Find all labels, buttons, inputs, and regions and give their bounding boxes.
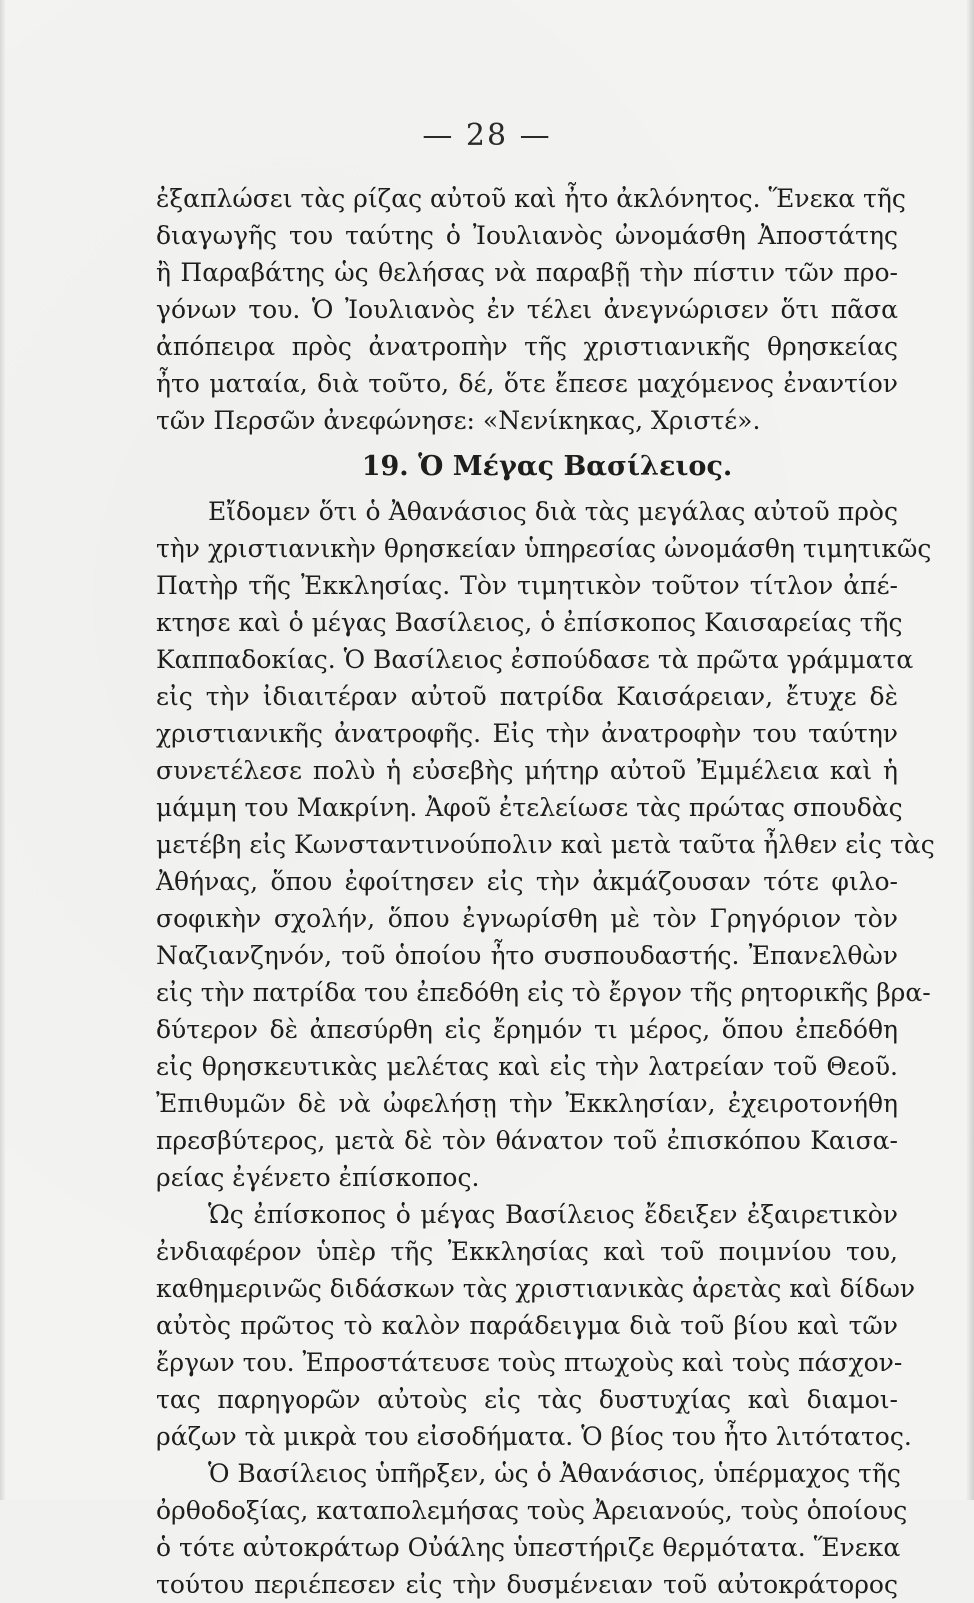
text-line: Ἀθήνας, ὅπου ἐφοίτησεν εἰς τὴν ἀκμάζουσαν τότε φιλο- bbox=[156, 867, 898, 896]
text-line: Ναζιανζηνόν, τοῦ ὁποίου ἦτο συσπουδαστής. Ἐπανελθὼν bbox=[156, 941, 898, 970]
text-line: πρεσβύτερος, μετὰ δὲ τὸν θάνατον τοῦ ἐπισκόπου Καισα- bbox=[156, 1126, 898, 1155]
paragraph bbox=[156, 1455, 908, 1603]
text-line: κτησε καὶ ὁ μέγας Βασίλειος, ὁ ἐπίσκοπος Καισαρείας τῆς bbox=[156, 608, 903, 637]
text-line: διαγωγῆς του ταύτης ὁ Ἰουλιανὸς ὠνομάσθη Ἀποστάτης bbox=[156, 221, 898, 250]
paragraph bbox=[156, 180, 906, 439]
text-line: σοφικὴν σχολήν, ὅπου ἐγνωρίσθη μὲ τὸν Γρηγόριον τὸν bbox=[156, 904, 898, 933]
text-line: ἢ Παραβάτης ὡς θελήσας νὰ παραβῇ τὴν πίστιν τῶν προ- bbox=[156, 258, 898, 287]
text-line: Εἴδομεν ὅτι ὁ Ἀθανάσιος διὰ τὰς μεγάλας αὐτοῦ πρὸς bbox=[208, 497, 898, 526]
text-line: ἐξαπλώσει τὰς ρίζας αὐτοῦ καὶ ἦτο ἀκλόνητος. Ἕνεκα τῆς bbox=[156, 184, 906, 213]
text-line: εἰς τὴν πατρίδα του ἐπεδόθη εἰς τὸ ἔργον τῆς ρητορικῆς βρα- bbox=[156, 978, 931, 1007]
text-line: μάμμη του Μακρίνη. Ἀφοῦ ἐτελείωσε τὰς πρώτας σπουδὰς bbox=[156, 793, 903, 822]
text-line: καθημερινῶς διδάσκων τὰς χριστιανικὰς ἀρετὰς καὶ δίδων bbox=[156, 1274, 916, 1303]
text-line: εἰς θρησκευτικὰς μελέτας καὶ εἰς τὴν λατρείαν τοῦ Θεοῦ. bbox=[156, 1052, 898, 1081]
text-line: τούτου περιέπεσεν εἰς τὴν δυσμένειαν τοῦ αὐτοκράτορος bbox=[156, 1570, 898, 1599]
text-line: ὁ τότε αὐτοκράτωρ Οὐάλης ὑπεστήριζε θερμότατα. Ἕνεκα bbox=[156, 1533, 901, 1562]
paragraph bbox=[156, 493, 935, 1196]
page-edge-left bbox=[0, 0, 6, 1500]
text-line: ἐνδιαφέρον ὑπὲρ τῆς Ἐκκλησίας καὶ τοῦ ποιμνίου του, bbox=[156, 1237, 898, 1266]
body-text bbox=[156, 180, 935, 1603]
text-line: αὐτὸς πρῶτος τὸ καλὸν παράδειγμα διὰ τοῦ βίου καὶ τῶν bbox=[156, 1311, 898, 1340]
text-line: τας παρηγορῶν αὐτοὺς εἰς τὰς δυστυχίας καὶ διαμοι- bbox=[156, 1385, 898, 1414]
text-line: Πατὴρ τῆς Ἐκκλησίας. Τὸν τιμητικὸν τοῦτον τίτλον ἀπέ- bbox=[156, 571, 898, 600]
text-line: ὀρθοδοξίας, καταπολεμήσας τοὺς Ἀρειανούς, τοὺς ὁποίους bbox=[156, 1496, 908, 1525]
text-line: συνετέλεσε πολὺ ἡ εὐσεβὴς μήτηρ αὐτοῦ Ἐμμέλεια καὶ ἡ bbox=[156, 756, 898, 785]
text-line: χριστιανικῆς ἀνατροφῆς. Εἰς τὴν ἀνατροφὴν του ταύτην bbox=[156, 719, 898, 748]
text-line: τῶν Περσῶν ἀνεφώνησε: «Νενίκηκας, Χριστέ». bbox=[156, 406, 761, 435]
text-line: Ὡς ἐπίσκοπος ὁ μέγας Βασίλειος ἔδειξεν ἐξαιρετικὸν bbox=[208, 1200, 898, 1229]
text-line: ἀπόπειρα πρὸς ἀνατροπὴν τῆς χριστιανικῆς θρησκείας bbox=[156, 332, 898, 361]
text-line: ἔργων του. Ἐπροστάτευσε τοὺς πτωχοὺς καὶ τοὺς πάσχον- bbox=[156, 1348, 903, 1377]
text-line: ἦτο ματαία, διὰ τοῦτο, δέ, ὅτε ἔπεσε μαχόμενος ἐναντίον bbox=[156, 369, 898, 398]
text-line: τὴν χριστιανικὴν θρησκείαν ὑπηρεσίας ὠνομάσθη τιμητικῶς bbox=[156, 534, 932, 563]
text-line: Καππαδοκίας. Ὁ Βασίλειος ἐσπούδασε τὰ πρῶτα γράμματα bbox=[156, 645, 914, 674]
text-line: γόνων του. Ὁ Ἰουλιανὸς ἐν τέλει ἀνεγνώρισεν ὅτι πᾶσα bbox=[156, 295, 898, 324]
page-number: — 28 — bbox=[422, 118, 552, 153]
paragraph bbox=[156, 1196, 916, 1455]
text-line: ρείας ἐγένετο ἐπίσκοπος. bbox=[156, 1163, 480, 1192]
text-line: εἰς τὴν ἰδιαιτέραν αὐτοῦ πατρίδα Καισάρειαν, ἔτυχε δὲ bbox=[156, 682, 898, 711]
text-line: Ἐπιθυμῶν δὲ νὰ ὠφελήσῃ τὴν Ἐκκλησίαν, ἐχειροτονήθη bbox=[156, 1089, 898, 1118]
page-edge-right bbox=[966, 0, 974, 1500]
text-line: δύτερον δὲ ἀπεσύρθη εἰς ἔρημόν τι μέρος, ὅπου ἐπεδόθη bbox=[156, 1015, 898, 1044]
text-line: Ὁ Βασίλειος ὑπῆρξεν, ὡς ὁ Ἀθανάσιος, ὑπέρμαχος τῆς bbox=[208, 1459, 901, 1488]
text-line: ράζων τὰ μικρὰ του εἰσοδήματα. Ὁ βίος του ἦτο λιτότατος. bbox=[156, 1422, 912, 1451]
section-title: 19. Ὁ Μέγας Βασίλειος. bbox=[361, 451, 733, 482]
text-line: μετέβη εἰς Κωνσταντινούπολιν καὶ μετὰ ταῦτα ἦλθεν εἰς τὰς bbox=[156, 830, 935, 859]
